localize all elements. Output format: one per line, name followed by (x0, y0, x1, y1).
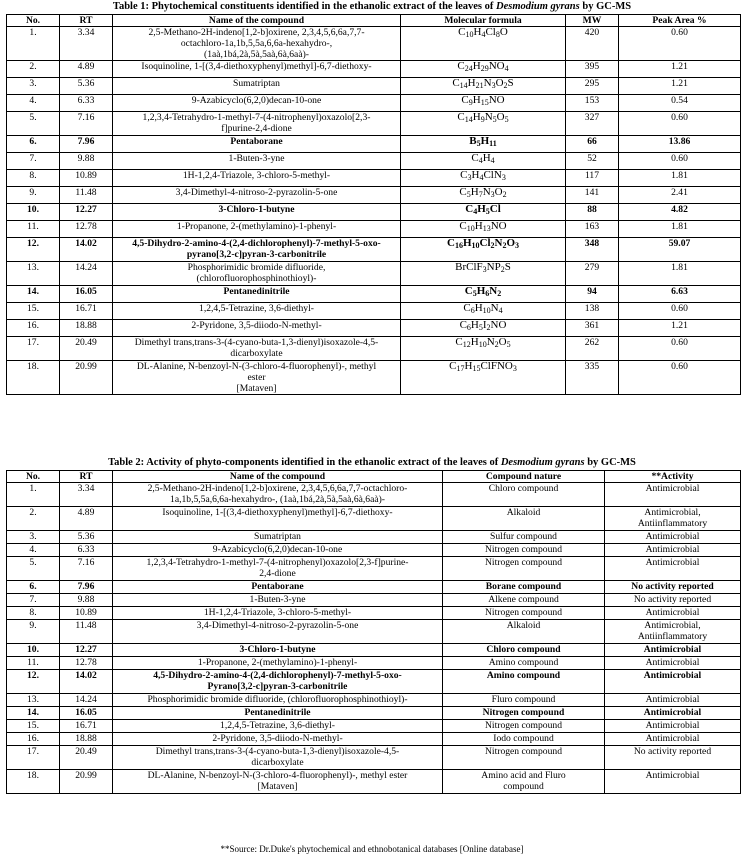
retention-time-cell: 20.49 (60, 746, 113, 770)
table2-row (7, 733, 741, 746)
row-number-cell: 10. (7, 204, 60, 221)
table1-header-row (7, 15, 741, 27)
compound-name-cell: DL-Alanine, N-benzoyl-N-(3-chloro-4-fluorophenyl)-, methyl ester [Mataven] (113, 361, 401, 395)
row-number-cell: 14. (7, 286, 60, 303)
table2-header-no: No. (7, 471, 60, 483)
retention-time-cell: 4.89 (60, 61, 113, 78)
row-number-cell: 6. (7, 581, 60, 594)
table2-row (7, 594, 741, 607)
row-number-cell: 9. (7, 620, 60, 644)
table2-row (7, 581, 741, 594)
retention-time-cell: 14.02 (60, 238, 113, 262)
molecular-weight-cell: 348 (566, 238, 619, 262)
formula-cell: $C_5H_7N_3O_2$ (401, 187, 566, 204)
table2-header-nature: Compound nature (443, 471, 605, 483)
row-number-cell: 2. (7, 507, 60, 531)
row-number-cell: 16. (7, 320, 60, 337)
compound-name-cell: Sumatriptan (113, 78, 401, 95)
row-number-cell: 13. (7, 694, 60, 707)
compound-name-cell: 1,2,4,5-Tetrazine, 3,6-diethyl- (113, 720, 443, 733)
retention-time-cell: 7.96 (60, 136, 113, 153)
table2-row (7, 670, 741, 694)
activity-cell: No activity reported (605, 746, 741, 770)
table2-row (7, 557, 741, 581)
row-number-cell: 7. (7, 594, 60, 607)
retention-time-cell: 3.34 (60, 27, 113, 61)
table2-header-activity: **Activity (605, 471, 741, 483)
row-number-cell: 10. (7, 644, 60, 657)
activity-cell: Antimicrobial (605, 720, 741, 733)
table2-row (7, 620, 741, 644)
row-number-cell: 5. (7, 112, 60, 136)
table1-row (7, 204, 741, 221)
peak-area-cell: 6.63 (619, 286, 741, 303)
compound-name-cell: 3-Chloro-1-butyne (113, 204, 401, 221)
compound-name-cell: 1-Buten-3-yne (113, 153, 401, 170)
compound-nature-cell: Sulfur compound (443, 531, 605, 544)
peak-area-cell: 1.81 (619, 262, 741, 286)
retention-time-cell: 4.89 (60, 507, 113, 531)
retention-time-cell: 9.88 (60, 153, 113, 170)
compound-nature-cell: Nitrogen compound (443, 544, 605, 557)
compound-name-cell: 1-Propanone, 2-(methylamino)-1-phenyl- (113, 221, 401, 238)
activity-cell: Antimicrobial (605, 670, 741, 694)
formula-cell: $C_{14}H_9N_5O_5$ (401, 112, 566, 136)
retention-time-cell: 9.88 (60, 594, 113, 607)
molecular-weight-cell: 94 (566, 286, 619, 303)
formula-cell: $C_{24}H_{29}NO_4$ (401, 61, 566, 78)
molecular-weight-cell: 66 (566, 136, 619, 153)
formula-cell: $C_{10}H_4Cl_8O$ (401, 27, 566, 61)
peak-area-cell: 4.82 (619, 204, 741, 221)
table1-row (7, 361, 741, 395)
table1-row (7, 286, 741, 303)
compound-nature-cell: Nitrogen compound (443, 557, 605, 581)
table1-header-rt: RT (60, 15, 113, 27)
formula-cell: $C_6H_{10}N_4$ (401, 303, 566, 320)
activity-cell: Antimicrobial (605, 557, 741, 581)
row-number-cell: 15. (7, 303, 60, 320)
retention-time-cell: 14.24 (60, 262, 113, 286)
activity-cell: No activity reported (605, 594, 741, 607)
formula-cell: $C_{14}H_{21}N_3O_2S$ (401, 78, 566, 95)
row-number-cell: 2. (7, 61, 60, 78)
table2-row (7, 694, 741, 707)
molecular-weight-cell: 163 (566, 221, 619, 238)
retention-time-cell: 16.05 (60, 286, 113, 303)
compound-name-cell: 1H-1,2,4-Triazole, 3-chloro-5-methyl- (113, 170, 401, 187)
table1-header-mw: MW (566, 15, 619, 27)
formula-cell: $C_{12}H_{10}N_2O_5$ (401, 337, 566, 361)
activity-cell: Antimicrobial (605, 544, 741, 557)
row-number-cell: 12. (7, 238, 60, 262)
table2-row (7, 483, 741, 507)
peak-area-cell: 1.21 (619, 320, 741, 337)
table2-caption: Table 2: Activity of phyto-components identified in the ethanolic extract of the leaves of Desmodium gyrans by GC-MS (108, 457, 636, 468)
table1-header-formula: Molecular formula (401, 15, 566, 27)
retention-time-cell: 16.71 (60, 303, 113, 320)
row-number-cell: 7. (7, 153, 60, 170)
row-number-cell: 18. (7, 770, 60, 794)
formula-cell: $C_5H_6N_2$ (401, 286, 566, 303)
compound-nature-cell: Amino compound (443, 657, 605, 670)
activity-cell: Antimicrobial (605, 770, 741, 794)
table2-header-rt: RT (60, 471, 113, 483)
formula-cell: $C_4H_5Cl$ (401, 204, 566, 221)
table2-footnote: **Source: Dr.Duke's phytochemical and ethnobotanical databases [Online database] (220, 844, 524, 854)
table1-row (7, 320, 741, 337)
compound-name-cell: 3-Chloro-1-butyne (113, 644, 443, 657)
table2-row (7, 720, 741, 733)
formula-cell: $B_5H_{11}$ (401, 136, 566, 153)
retention-time-cell: 12.78 (60, 221, 113, 238)
retention-time-cell: 5.36 (60, 531, 113, 544)
table2-row (7, 746, 741, 770)
retention-time-cell: 18.88 (60, 320, 113, 337)
compound-nature-cell: Fluro compound (443, 694, 605, 707)
activity-cell: Antimicrobial (605, 657, 741, 670)
row-number-cell: 5. (7, 557, 60, 581)
compound-name-cell: 9-Azabicyclo(6,2,0)decan-10-one (113, 95, 401, 112)
retention-time-cell: 11.48 (60, 620, 113, 644)
molecular-weight-cell: 153 (566, 95, 619, 112)
activity-cell: Antimicrobial (605, 483, 741, 507)
compound-nature-cell: Borane compound (443, 581, 605, 594)
table1-header-name: Name of the compound (113, 15, 401, 27)
retention-time-cell: 3.34 (60, 483, 113, 507)
compound-nature-cell: Nitrogen compound (443, 746, 605, 770)
compound-name-cell: 1,2,3,4-Tetrahydro-1-methyl-7-(4-nitrophenyl)oxazolo[2,3-f]purine- 2,4-dione (113, 557, 443, 581)
peak-area-cell: 1.81 (619, 170, 741, 187)
compound-nature-cell: Alkene compound (443, 594, 605, 607)
row-number-cell: 11. (7, 657, 60, 670)
row-number-cell: 12. (7, 670, 60, 694)
compound-name-cell: 2,5-Methano-2H-indeno[1,2-b]oxirene, 2,3,4,5,6,6a,7,7-octachloro- 1a,1b,5,5a,6,6a-hexahydro-, (1aà,1bá,2à,5à,5aà,6à,6aà)- (113, 483, 443, 507)
row-number-cell: 16. (7, 733, 60, 746)
table1-row (7, 78, 741, 95)
activity-cell: Antimicrobial (605, 531, 741, 544)
compound-nature-cell: Chloro compound (443, 483, 605, 507)
activity-cell: Antimicrobial (605, 733, 741, 746)
molecular-weight-cell: 52 (566, 153, 619, 170)
compound-name-cell: 3,4-Dimethyl-4-nitroso-2-pyrazolin-5-one (113, 620, 443, 644)
activity-cell: Antimicrobial (605, 694, 741, 707)
table1-row (7, 170, 741, 187)
formula-cell: $C_6H_5I_2NO$ (401, 320, 566, 337)
retention-time-cell: 14.24 (60, 694, 113, 707)
table2-row (7, 531, 741, 544)
table1-row (7, 238, 741, 262)
compound-name-cell: 4,5-Dihydro-2-amino-4-(2,4-dichlorophenyl)-7-methyl-5-oxo- pyrano[3,2-c]pyran-3-carbonitrile (113, 238, 401, 262)
retention-time-cell: 20.49 (60, 337, 113, 361)
peak-area-cell: 0.60 (619, 27, 741, 61)
compound-name-cell: Pentaborane (113, 136, 401, 153)
peak-area-cell: 1.21 (619, 61, 741, 78)
retention-time-cell: 12.27 (60, 644, 113, 657)
peak-area-cell: 0.60 (619, 112, 741, 136)
table1-caption: Table 1: Phytochemical constituents identified in the ethanolic extract of the leaves of Desmodium gyrans by GC-MS (112, 1, 632, 12)
retention-time-cell: 7.96 (60, 581, 113, 594)
retention-time-cell: 12.78 (60, 657, 113, 670)
molecular-weight-cell: 295 (566, 78, 619, 95)
row-number-cell: 3. (7, 531, 60, 544)
retention-time-cell: 10.89 (60, 607, 113, 620)
peak-area-cell: 0.60 (619, 361, 741, 395)
table1-row (7, 337, 741, 361)
table2-header-name: Name of the compound (113, 471, 443, 483)
table2-row (7, 644, 741, 657)
table1-header-no: No. (7, 15, 60, 27)
compound-name-cell: 1-Propanone, 2-(methylamino)-1-phenyl- (113, 657, 443, 670)
retention-time-cell: 7.16 (60, 557, 113, 581)
row-number-cell: 1. (7, 483, 60, 507)
activity-cell: Antimicrobial, Antiinflammatory (605, 507, 741, 531)
peak-area-cell: 1.21 (619, 78, 741, 95)
table1-row (7, 112, 741, 136)
retention-time-cell: 6.33 (60, 544, 113, 557)
table2-row (7, 657, 741, 670)
formula-cell: $C_4H_4$ (401, 153, 566, 170)
table1-header-area: Peak Area % (619, 15, 741, 27)
table1-row (7, 303, 741, 320)
peak-area-cell: 0.60 (619, 337, 741, 361)
molecular-weight-cell: 141 (566, 187, 619, 204)
row-number-cell: 4. (7, 544, 60, 557)
molecular-weight-cell: 88 (566, 204, 619, 221)
molecular-weight-cell: 361 (566, 320, 619, 337)
row-number-cell: 4. (7, 95, 60, 112)
compound-nature-cell: Alkaloid (443, 507, 605, 531)
compound-name-cell: Isoquinoline, 1-[(3,4-diethoxyphenyl)methyl]-6,7-diethoxy- (113, 61, 401, 78)
table1 (6, 14, 741, 395)
row-number-cell: 8. (7, 170, 60, 187)
retention-time-cell: 16.05 (60, 707, 113, 720)
peak-area-cell: 59.07 (619, 238, 741, 262)
molecular-weight-cell: 420 (566, 27, 619, 61)
compound-name-cell: DL-Alanine, N-benzoyl-N-(3-chloro-4-fluorophenyl)-, methyl ester [Mataven] (113, 770, 443, 794)
row-number-cell: 1. (7, 27, 60, 61)
row-number-cell: 8. (7, 607, 60, 620)
table2-row (7, 507, 741, 531)
compound-name-cell: Phosphorimidic bromide difluoride, (chlorofluorophosphinothioyl)- (113, 694, 443, 707)
compound-nature-cell: Iodo compound (443, 733, 605, 746)
row-number-cell: 6. (7, 136, 60, 153)
peak-area-cell: 0.60 (619, 153, 741, 170)
activity-cell: No activity reported (605, 581, 741, 594)
formula-cell: $C_{17}H_{15}ClFNO_3$ (401, 361, 566, 395)
formula-cell: $C_3H_4ClN_3$ (401, 170, 566, 187)
table1-row (7, 27, 741, 61)
compound-name-cell: Pentanedinitrile (113, 707, 443, 720)
compound-name-cell: Dimethyl trans,trans-3-(4-cyano-buta-1,3-dienyl)isoxazole-4,5- dicarboxylate (113, 746, 443, 770)
formula-cell: $C_{10}H_{13}NO$ (401, 221, 566, 238)
table2-row (7, 607, 741, 620)
molecular-weight-cell: 279 (566, 262, 619, 286)
table2 (6, 470, 741, 794)
retention-time-cell: 16.71 (60, 720, 113, 733)
activity-cell: Antimicrobial (605, 707, 741, 720)
peak-area-cell: 13.86 (619, 136, 741, 153)
row-number-cell: 17. (7, 337, 60, 361)
retention-time-cell: 20.99 (60, 770, 113, 794)
compound-name-cell: Dimethyl trans,trans-3-(4-cyano-buta-1,3-dienyl)isoxazole-4,5- dicarboxylate (113, 337, 401, 361)
compound-name-cell: 1,2,3,4-Tetrahydro-1-methyl-7-(4-nitrophenyl)oxazolo[2,3- f]purine-2,4-dione (113, 112, 401, 136)
retention-time-cell: 18.88 (60, 733, 113, 746)
peak-area-cell: 2.41 (619, 187, 741, 204)
compound-nature-cell: Alkaloid (443, 620, 605, 644)
compound-name-cell: Phosphorimidic bromide difluoride, (chlorofluorophosphinothioyl)- (113, 262, 401, 286)
peak-area-cell: 1.81 (619, 221, 741, 238)
table1-row (7, 61, 741, 78)
molecular-weight-cell: 395 (566, 61, 619, 78)
peak-area-cell: 0.60 (619, 303, 741, 320)
compound-name-cell: 2-Pyridone, 3,5-diiodo-N-methyl- (113, 733, 443, 746)
activity-cell: Antimicrobial (605, 607, 741, 620)
row-number-cell: 13. (7, 262, 60, 286)
compound-name-cell: 4,5-Dihydro-2-amino-4-(2,4-dichlorophenyl)-7-methyl-5-oxo- Pyrano[3,2-c]pyran-3-carbonitrile (113, 670, 443, 694)
formula-cell: $C_9H_{15}NO$ (401, 95, 566, 112)
compound-name-cell: 9-Azabicyclo(6,2,0)decan-10-one (113, 544, 443, 557)
compound-name-cell: Pentaborane (113, 581, 443, 594)
compound-nature-cell: Amino compound (443, 670, 605, 694)
table1-row (7, 262, 741, 286)
table1-row (7, 136, 741, 153)
formula-cell: $C_{16}H_{10}Cl_2N_2O_3$ (401, 238, 566, 262)
table1-row (7, 153, 741, 170)
compound-nature-cell: Chloro compound (443, 644, 605, 657)
activity-cell: Antimicrobial, Antiinflammatory (605, 620, 741, 644)
compound-nature-cell: Nitrogen compound (443, 720, 605, 733)
compound-name-cell: 1,2,4,5-Tetrazine, 3,6-diethyl- (113, 303, 401, 320)
row-number-cell: 9. (7, 187, 60, 204)
row-number-cell: 3. (7, 78, 60, 95)
retention-time-cell: 20.99 (60, 361, 113, 395)
activity-cell: Antimicrobial (605, 644, 741, 657)
row-number-cell: 17. (7, 746, 60, 770)
molecular-weight-cell: 262 (566, 337, 619, 361)
formula-cell: $BrClF_3NP_2S$ (401, 262, 566, 286)
peak-area-cell: 0.54 (619, 95, 741, 112)
molecular-weight-cell: 117 (566, 170, 619, 187)
compound-name-cell: 1-Buten-3-yne (113, 594, 443, 607)
retention-time-cell: 10.89 (60, 170, 113, 187)
retention-time-cell: 12.27 (60, 204, 113, 221)
row-number-cell: 11. (7, 221, 60, 238)
table2-header-row (7, 471, 741, 483)
retention-time-cell: 14.02 (60, 670, 113, 694)
compound-name-cell: 1H-1,2,4-Triazole, 3-chloro-5-methyl- (113, 607, 443, 620)
retention-time-cell: 11.48 (60, 187, 113, 204)
table1-row (7, 187, 741, 204)
compound-nature-cell: Nitrogen compound (443, 707, 605, 720)
compound-name-cell: 2-Pyridone, 3,5-diiodo-N-methyl- (113, 320, 401, 337)
compound-nature-cell: Amino acid and Fluro compound (443, 770, 605, 794)
row-number-cell: 14. (7, 707, 60, 720)
table2-row (7, 544, 741, 557)
row-number-cell: 18. (7, 361, 60, 395)
compound-name-cell: Pentanedinitrile (113, 286, 401, 303)
row-number-cell: 15. (7, 720, 60, 733)
compound-name-cell: 3,4-Dimethyl-4-nitroso-2-pyrazolin-5-one (113, 187, 401, 204)
compound-name-cell: 2,5-Methano-2H-indeno[1,2-b]oxirene, 2,3,4,5,6,6a,7,7- octachloro-1a,1b,5,5a,6,6a-hexahydro-, (1aà,1bá,2à,5à,5aà,6à,6aà)- (113, 27, 401, 61)
retention-time-cell: 5.36 (60, 78, 113, 95)
compound-nature-cell: Nitrogen compound (443, 607, 605, 620)
table2-row (7, 770, 741, 794)
molecular-weight-cell: 327 (566, 112, 619, 136)
table1-row (7, 221, 741, 238)
compound-name-cell: Isoquinoline, 1-[(3,4-diethoxyphenyl)methyl]-6,7-diethoxy- (113, 507, 443, 531)
table1-row (7, 95, 741, 112)
molecular-weight-cell: 335 (566, 361, 619, 395)
retention-time-cell: 7.16 (60, 112, 113, 136)
molecular-weight-cell: 138 (566, 303, 619, 320)
table2-row (7, 707, 741, 720)
compound-name-cell: Sumatriptan (113, 531, 443, 544)
retention-time-cell: 6.33 (60, 95, 113, 112)
